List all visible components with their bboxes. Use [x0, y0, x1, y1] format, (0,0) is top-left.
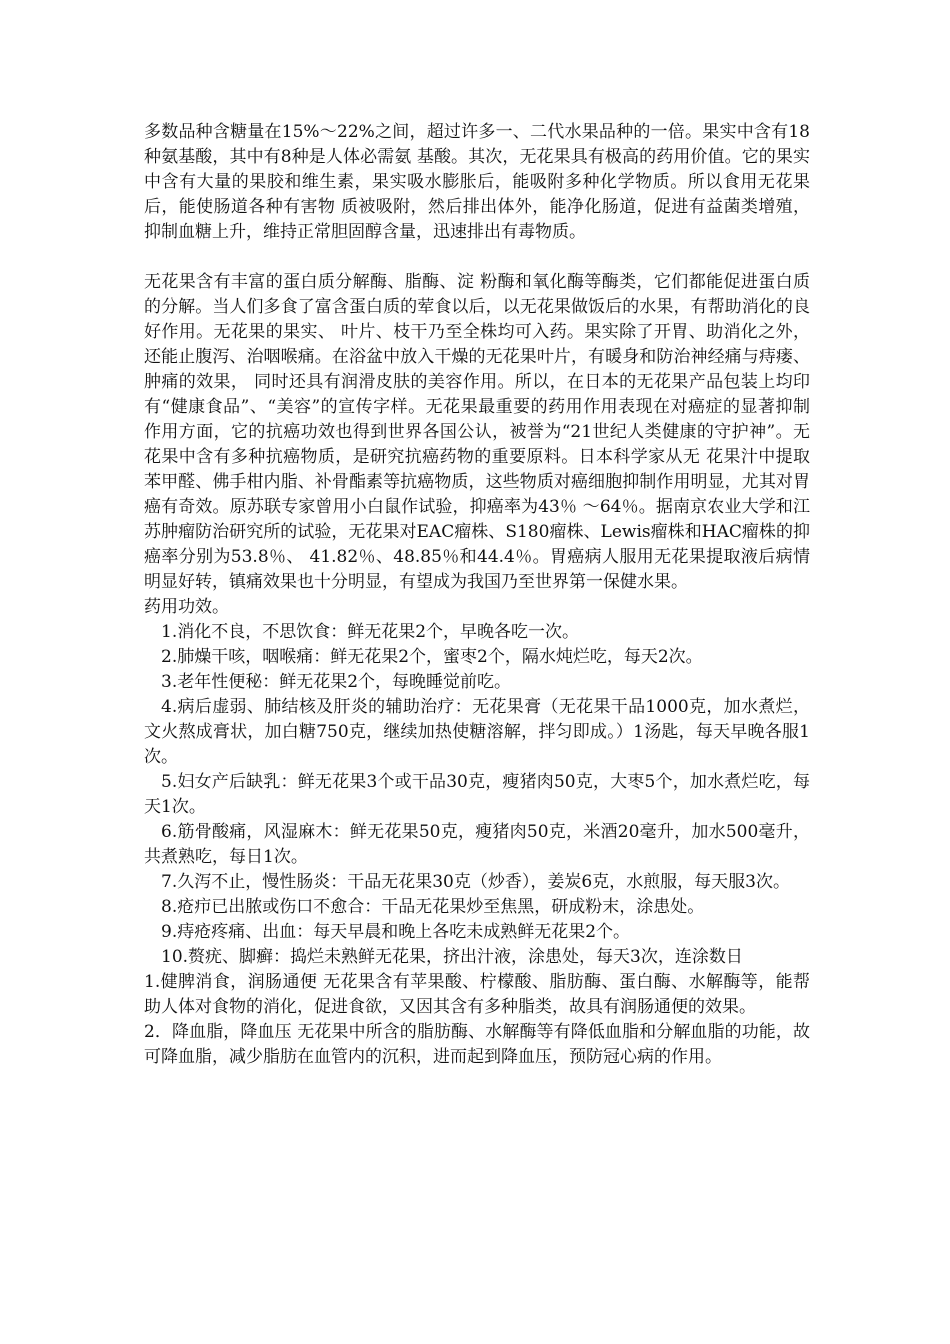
- body-paragraph-enzymes-anticancer: 无花果含有丰富的蛋白质分解酶、脂酶、淀 粉酶和氧化酶等酶类，它们都能促进蛋白质的分解。当人们多食了富含蛋白质的荤食以后，以无花果做饭后的水果，有帮助消化的良好作用。无花果的果实、 叶片、枝干乃至全株均可入药。果实除了开胃、助消化之外，还能止腹泻、治咽喉痛。在浴盆中放入干燥的无花果叶片，有暖身和防治神经痛与痔瘘、肿痛的效果， 同时还具有润滑皮肤的美容作用。所以，在日本的无花果产品包装上均印有“健康食品”、“美容”的宣传字样。无花果最重要的药用作用表现在对癌症的显著抑制 作用方面，它的抗癌功效也得到世界各国公认，被誉为“21世纪人类健康的守护神”。无花果中含有多种抗癌物质，是研究抗癌药物的重要原料。日本科学家从无 花果汁中提取苯甲醛、佛手柑内脂、补骨酯素等抗癌物质，这些物质对癌细胞抑制作用明显，尤其对胃癌有奇效。原苏联专家曾用小白鼠作试验，抑癌率为43％ ～64％。据南京农业大学和江苏肿瘤防治研究所的试验，无花果对EAC瘤株、S180瘤株、Lewis瘤株和HAC瘤株的抑癌率分别为53.8％、 41.82％、48.85％和44.4％。胃癌病人服用无花果提取液后病情明显好转，镇痛效果也十分明显，有望成为我国乃至世界第一保健水果。: [144, 272, 810, 592]
- remedies-list: [144, 620, 810, 970]
- remedy-item: 10.赘疣、脚癣：捣烂未熟鲜无花果，挤出汁液，涂患处，每天3次，连涂数日: [161, 947, 743, 967]
- remedy-item: 2.肺燥干咳，咽喉痛：鲜无花果2个，蜜枣2个，隔水炖烂吃，每天2次。: [161, 647, 703, 667]
- remedies-heading: 药用功效。: [144, 597, 229, 617]
- document-page: [144, 120, 810, 1070]
- benefits-list: [144, 970, 810, 1070]
- remedy-item: 1.消化不良，不思饮食：鲜无花果2个，早晚各吃一次。: [161, 622, 580, 642]
- paragraph-spacer: [144, 245, 810, 270]
- remedy-item: 7.久泻不止，慢性肠炎：干品无花果30克（炒香），姜炭6克，水煎服，每天服3次。: [161, 872, 790, 892]
- remedy-item: 8.疮疖已出脓或伤口不愈合：干品无花果炒至焦黑，研成粉末，涂患处。: [161, 897, 705, 917]
- body-paragraph-sugar-content: 多数品种含糖量在15%～22%之间，超过许多一、二代水果品种的一倍。果实中含有18种氨基酸，其中有8种是人体必需氨 基酸。其次，无花果具有极高的药用价值。它的果实中含有大量的果胶和维生素，果实吸水膨胀后，能吸附多种化学物质。所以食用无花果后，能使肠道各种有害物 质被吸附，然后排出体外，能净化肠道，促进有益菌类增殖，抑制血糖上升，维持正常胆固醇含量，迅速排出有毒物质。: [144, 122, 810, 242]
- remedy-item: 9.痔疮疼痛、出血：每天早晨和晚上各吃未成熟鲜无花果2个。: [161, 922, 631, 942]
- remedy-item: 4.病后虚弱、肺结核及肝炎的辅助治疗：无花果膏（无花果干品1000克，加水煮烂，文火熬成膏状，加白糖750克，继续加热使糖溶解，拌匀即成。）1汤匙，每天早晚各服1次。: [144, 697, 810, 767]
- benefit-digestion: 1.健脾消食，润肠通便 无花果含有苹果酸、柠檬酸、脂肪酶、蛋白酶、水解酶等，能帮助人体对食物的消化，促进食欲，又因其含有多种脂类，故具有润肠通便的效果。: [144, 972, 810, 1017]
- remedy-item: 3.老年性便秘：鲜无花果2个，每晚睡觉前吃。: [161, 672, 512, 692]
- remedy-item: 6.筋骨酸痛，风湿麻木：鲜无花果50克，瘦猪肉50克，米酒20毫升，加水500毫升，共煮熟吃，每日1次。: [144, 822, 810, 867]
- remedy-item: 5.妇女产后缺乳：鲜无花果3个或干品30克，瘦猪肉50克，大枣5个，加水煮烂吃，每天1次。: [144, 772, 810, 817]
- benefit-blood-lipids: 2．降血脂，降血压 无花果中所含的脂肪酶、水解酶等有降低血脂和分解血脂的功能，故可降血脂，减少脂肪在血管内的沉积，进而起到降血压，预防冠心病的作用。: [144, 1022, 810, 1067]
